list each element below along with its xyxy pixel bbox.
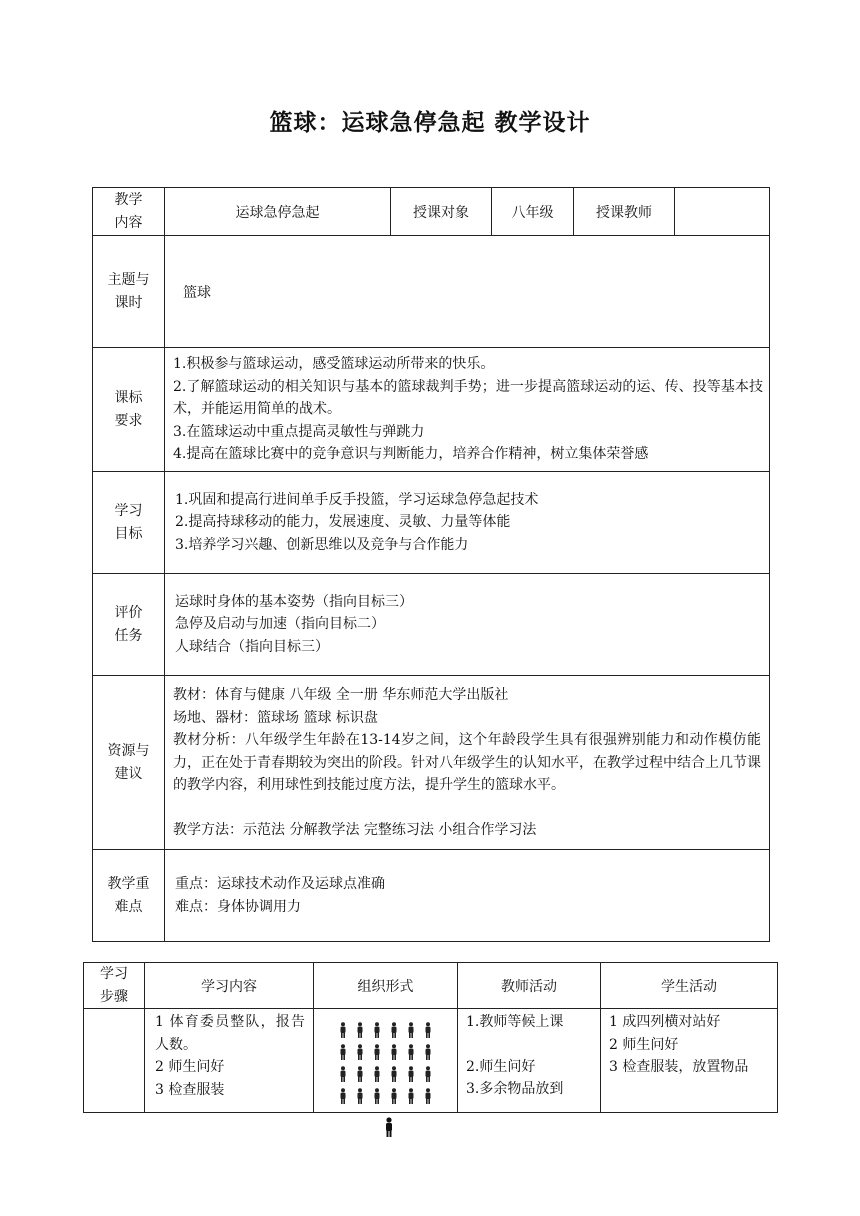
- spacer: [173, 797, 761, 819]
- header-content: 学习内容: [145, 963, 314, 1009]
- teacher-activity-item: [466, 1034, 594, 1056]
- student-figure-icon: [356, 1066, 364, 1082]
- key-point-item: 难点：身体协调用力: [175, 898, 301, 915]
- resources-textbook: 教材：体育与健康 八年级 全一册 华东师范大学出版社: [173, 687, 509, 703]
- formation-row: [339, 1019, 432, 1041]
- student-figure-icon: [339, 1066, 347, 1082]
- resources-content: [165, 676, 770, 850]
- key-points-row: [93, 850, 770, 942]
- teacher-figure-icon: [384, 1117, 394, 1137]
- evaluation-label: 评价 任务: [93, 574, 165, 676]
- header-step: 学习 步骤: [84, 963, 145, 1009]
- student-figure-icon: [424, 1044, 432, 1060]
- student-figure-icon: [373, 1022, 381, 1038]
- teacher-label: 授课教师: [574, 188, 675, 236]
- student-activity-item: 1 成四列横对站好: [609, 1014, 721, 1030]
- content-cell: [145, 1009, 314, 1113]
- evaluation-item: 人球结合（指向目标三）: [175, 638, 329, 655]
- evaluation-row: [93, 574, 770, 676]
- student-figure-icon: [424, 1066, 432, 1082]
- goal-item: 2.提高持球移动的能力，发展速度、灵敏、力量等体能: [175, 514, 511, 531]
- header-teacher-activity: 教师活动: [458, 963, 601, 1009]
- evaluation-list: [165, 574, 770, 676]
- student-figure-icon: [424, 1022, 432, 1038]
- lesson-info-table: [92, 187, 770, 942]
- student-figure-icon: [373, 1088, 381, 1104]
- audience-value: 八年级: [492, 188, 574, 236]
- resources-methods: 教学方法：示范法 分解教学法 完整练习法 小组合作学习法: [173, 821, 537, 838]
- goals-label: 学习 目标: [93, 472, 165, 574]
- student-figure-icon: [373, 1044, 381, 1060]
- teacher-activity-item: 2.师生问好: [466, 1058, 536, 1075]
- lesson-steps-table: [83, 962, 778, 1113]
- student-activity-item: 3 检查服装，放置物品: [609, 1059, 749, 1075]
- teacher-activity-item: 1.教师等候上课: [466, 1014, 564, 1030]
- standards-item: 1.积极参与篮球运动，感受篮球运动所带来的快乐。: [173, 356, 495, 373]
- goal-item: 3.培养学习兴趣、创新思维以及竞争与合作能力: [175, 536, 469, 553]
- goal-item: 1.巩固和提高行进间单手反手投篮，学习运球急停急起技术: [175, 491, 539, 508]
- content-value: 运球急停急起: [165, 188, 391, 236]
- student-figure-icon: [390, 1022, 398, 1038]
- resources-label: 资源与 建议: [93, 676, 165, 850]
- student-figure-icon: [390, 1066, 398, 1082]
- header-student-activity: 学生活动: [601, 963, 778, 1009]
- content-item: 1 体育委员整队，报告人数。: [155, 1014, 305, 1053]
- student-activity-item: 2 师生问好: [609, 1036, 679, 1053]
- document-title: 篮球：运球急停急起 教学设计: [269, 110, 591, 136]
- step-cell: [84, 1009, 145, 1113]
- audience-label: 授课对象: [391, 188, 492, 236]
- content-row: [93, 188, 770, 236]
- student-figure-icon: [339, 1088, 347, 1104]
- student-figure-icon: [407, 1044, 415, 1060]
- standards-item: 4.提高在篮球比赛中的竞争意识与判断能力，培养合作精神，树立集体荣誉感: [173, 446, 649, 463]
- standards-item: 2.了解篮球运动的相关知识与基本的篮球裁判手势；进一步提高篮球运动的运、传、投等基本技术，并能运用简单的战术。: [173, 378, 763, 418]
- standards-label: 课标 要求: [93, 348, 165, 472]
- student-figure-icon: [356, 1044, 364, 1060]
- key-points-list: [165, 850, 770, 942]
- teacher-activity-cell: [458, 1009, 601, 1113]
- standards-item: 3.在篮球运动中重点提高灵敏性与弹跳力: [173, 423, 425, 440]
- student-figure-icon: [390, 1088, 398, 1104]
- resources-row: [93, 676, 770, 850]
- steps-header-row: [84, 963, 778, 1009]
- student-formation-diagram: [314, 1009, 457, 1107]
- header-organization: 组织形式: [314, 963, 458, 1009]
- steps-row: [84, 1009, 778, 1113]
- standards-list: [165, 348, 770, 472]
- student-figure-icon: [339, 1022, 347, 1038]
- theme-value: 篮球: [165, 236, 770, 348]
- content-label: 教学 内容: [93, 188, 165, 236]
- key-point-item: 重点：运球技术动作及运球点准确: [175, 876, 385, 892]
- goals-list: [165, 472, 770, 574]
- student-figure-icon: [407, 1088, 415, 1104]
- standards-row: [93, 348, 770, 472]
- teacher-value: [675, 188, 770, 236]
- resources-analysis: 教材分析：八年级学生年龄在13-14岁之间，这个年龄段学生具有很强辨别能力和动作模仿能力，正在处于青春期较为突出的阶段。针对八年级学生的认知水平，在教学过程中结合上几节课的教学内容，利用球性到技能过度方法，提升学生的篮球水平。: [173, 732, 761, 793]
- content-item: 2 师生问好: [155, 1059, 225, 1075]
- formation-row: [339, 1085, 432, 1107]
- evaluation-item: 运球时身体的基本姿势（指向目标三）: [175, 593, 413, 610]
- key-points-label: 教学重 难点: [93, 850, 165, 942]
- student-figure-icon: [356, 1088, 364, 1104]
- evaluation-item: 急停及启动与加速（指向目标二）: [175, 616, 385, 633]
- student-figure-icon: [390, 1044, 398, 1060]
- formation-cell: [314, 1009, 458, 1113]
- formation-row: [339, 1063, 432, 1085]
- teacher-activity-item: 3.多余物品放到: [466, 1081, 564, 1097]
- student-figure-icon: [424, 1088, 432, 1104]
- student-figure-icon: [407, 1022, 415, 1038]
- theme-label: 主题与 课时: [93, 236, 165, 348]
- student-figure-icon: [407, 1066, 415, 1082]
- student-figure-icon: [356, 1022, 364, 1038]
- student-figure-icon: [373, 1066, 381, 1082]
- student-figure-icon: [339, 1044, 347, 1060]
- formation-row: [339, 1041, 432, 1063]
- content-item: 3 检查服装: [155, 1081, 225, 1098]
- goals-row: [93, 472, 770, 574]
- theme-row: [93, 236, 770, 348]
- resources-equipment: 场地、器材：篮球场 篮球 标识盘: [173, 709, 378, 726]
- student-activity-cell: [601, 1009, 778, 1113]
